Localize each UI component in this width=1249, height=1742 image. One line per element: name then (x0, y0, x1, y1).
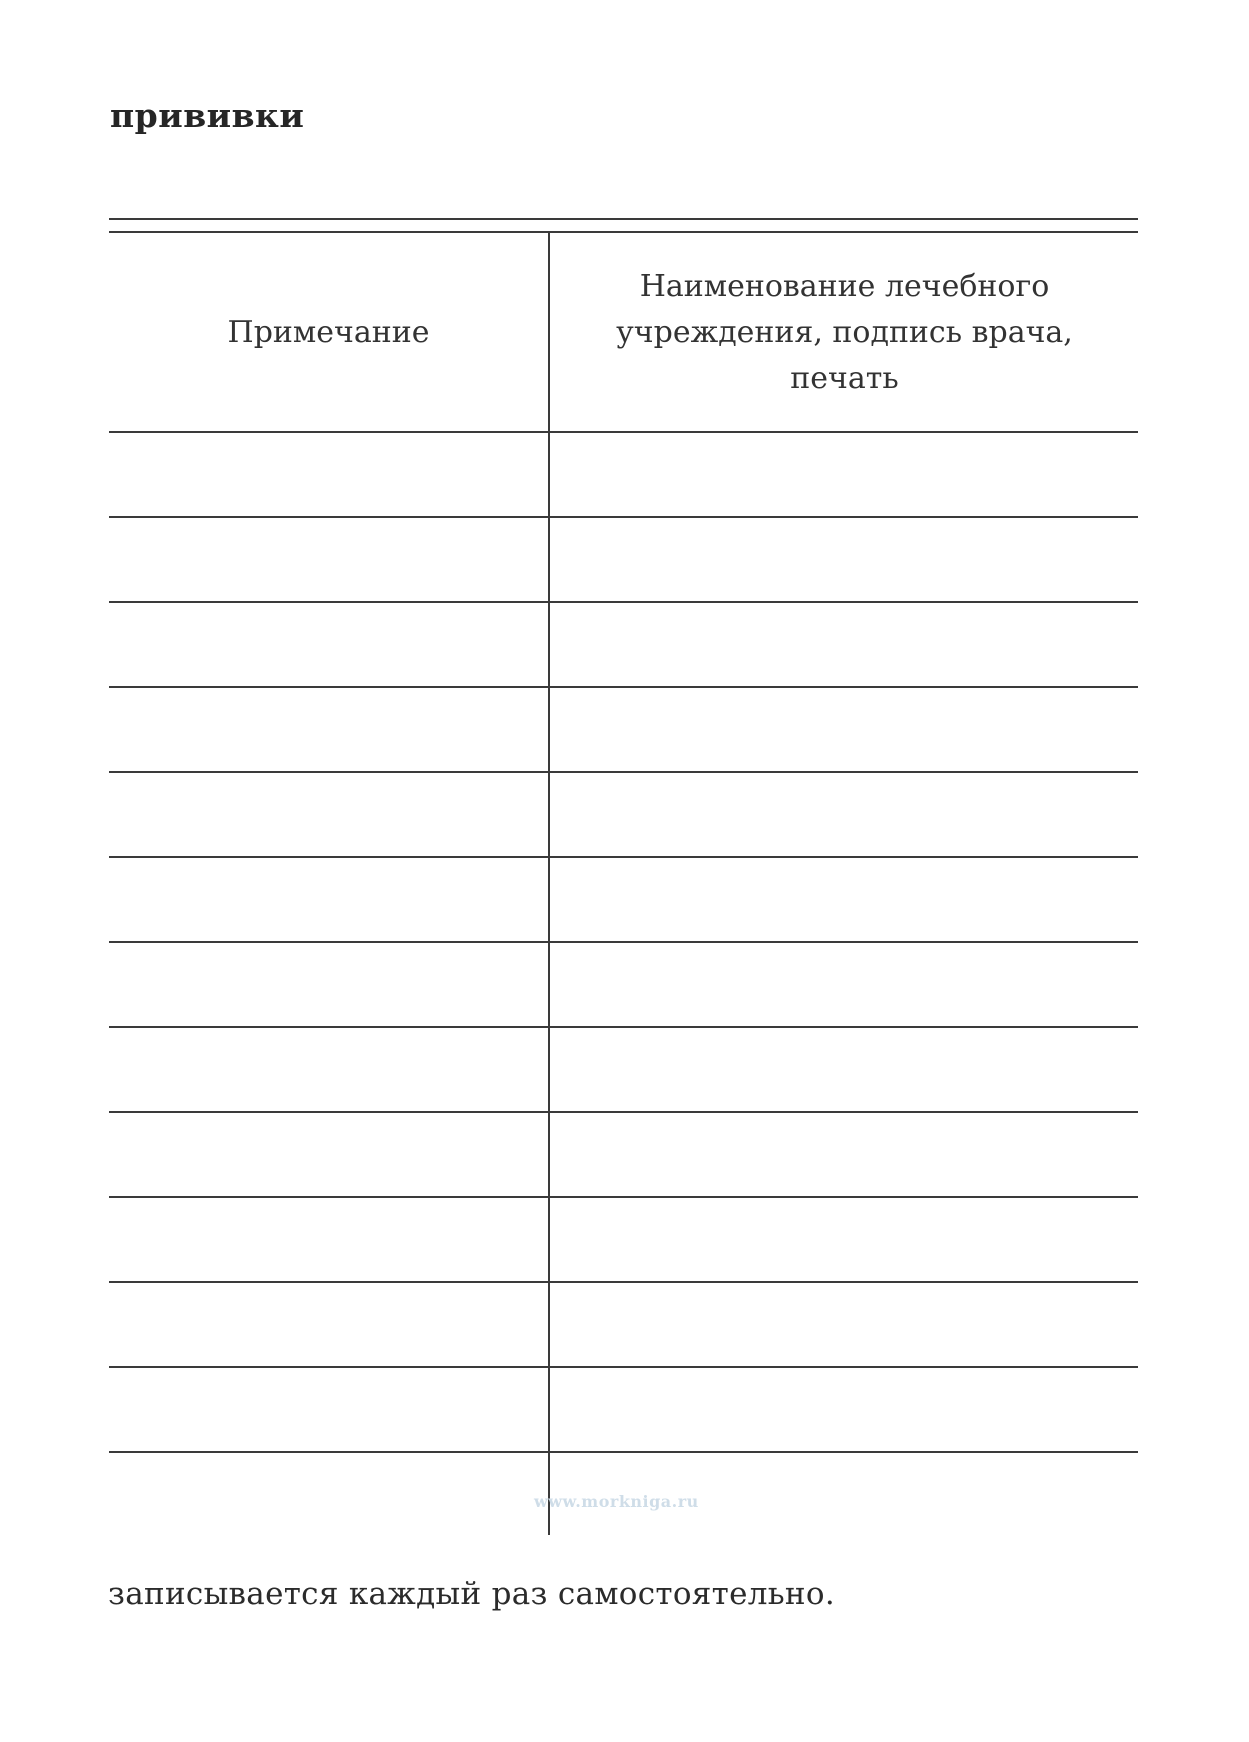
column-divider (548, 233, 550, 1535)
table-row (109, 1026, 1138, 1028)
column-header-institution-label: Наименование лечебного учреждения, подпись врача, печать (616, 269, 1073, 396)
section-heading: прививки (110, 96, 305, 135)
table-row (109, 601, 1138, 603)
column-header-notes-label: Примечание (227, 315, 430, 350)
table-top-rule-inner (109, 231, 1138, 233)
table-row (109, 771, 1138, 773)
column-header-notes (110, 236, 547, 430)
table-row (109, 1196, 1138, 1198)
column-header-institution (551, 236, 1138, 430)
table-row (109, 1451, 1138, 1453)
table-row (109, 686, 1138, 688)
table-row (109, 1111, 1138, 1113)
table-row (109, 856, 1138, 858)
table-row (109, 941, 1138, 943)
table-row (109, 1281, 1138, 1283)
table-row (109, 1366, 1138, 1368)
table-row (109, 516, 1138, 518)
header-bottom-rule (109, 431, 1138, 433)
footer-text: записывается каждый раз самостоятельно. (108, 1576, 835, 1612)
table-top-rule (109, 218, 1138, 220)
watermark: www.morkniga.ru (534, 1492, 699, 1511)
